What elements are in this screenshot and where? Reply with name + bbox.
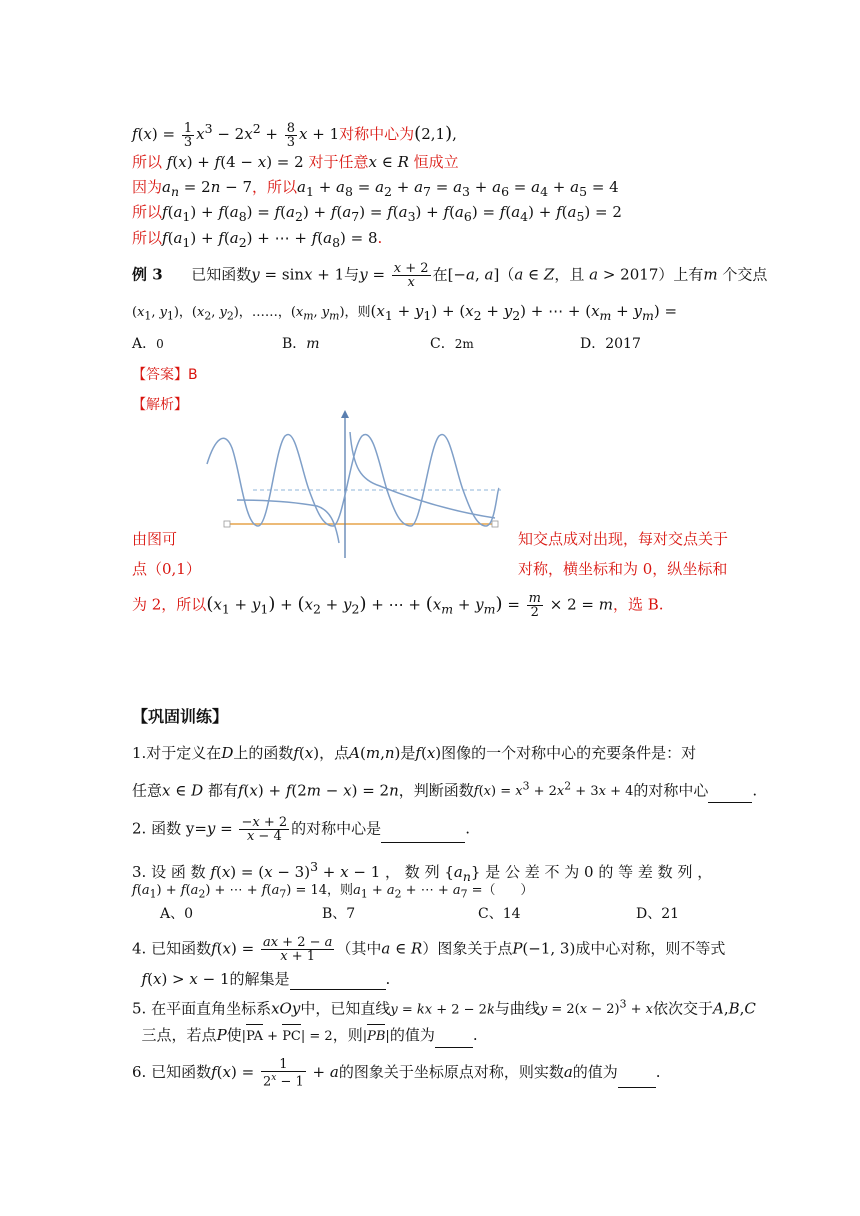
hyperbola-right: [350, 432, 495, 518]
example-3-points: ($x_1$, $y_1$)，($x_2$, $y_2$)，……，($x_m$, $y_m$)，则$(x_1 + y_1) + (x_2 + y_2)$ + ⋯ + $(x_m + y_m)$ =: [132, 302, 678, 323]
solution-line-3: 为 2，所以$(x_1 + y_1) + (x_2 + y_2)$ + ⋯ + $(x_m + y_m)$ = $\frac{m}{2}$ × 2 = m，选 B.: [132, 591, 664, 620]
option-c: C．2m: [430, 336, 474, 352]
line1-text: 对称中心为: [339, 125, 415, 143]
option-b: B．m: [282, 336, 320, 352]
question-3-line-2: $f(a_1) + f(a_2)$ + ⋯ + $f(a_7) = 14$，则$a_1 + a_2$ + ⋯ + $a_7$ =（ ）: [132, 883, 534, 901]
q3-option-a: A、0: [160, 906, 194, 922]
solution-line-1-right: 知交点成对出现，每对交点关于: [518, 530, 729, 548]
q3-option-b: B、7: [322, 906, 356, 922]
option-a: A．0: [132, 336, 164, 352]
question-2: 2. 函数 y=y = $\frac{-x + 2}{x - 4}$ 的对称中心是 .: [132, 815, 470, 844]
formula-line-4: 所以$f(a_1) + f(a_8) = f(a_2) + f(a_7) = f(a_3) + f(a_6) = f(a_4) + f(a_5) = 2$: [132, 203, 622, 224]
q3-option-c: C、14: [478, 906, 521, 922]
question-5-line-2: 三点，若点P使|PA + PC| = 2，则|PB|的值为 .: [132, 1024, 478, 1048]
axis-handle-left: [224, 521, 230, 527]
intersection-figure: [205, 408, 505, 558]
y-axis-arrow: [341, 410, 349, 418]
question-3-line-1: 3. 设 函 数 $f(x) = (x - 3)^3 + x - 1$ ， 数 列 $\{a_n\}$ 是 公 差 不 为 0 的 等 差 数 列 ，: [132, 859, 713, 884]
formula-line-1: f(x) = $\frac{1}{3}$ $x^3 - 2x^2$ + $\frac{8}{3}$ x + 1对称中心为(2,1),: [132, 120, 457, 150]
q3-option-d: D、21: [636, 906, 680, 922]
example-label: 例 3: [132, 265, 163, 284]
formula-line-5: 所以$f(a_1) + f(a_2)$ + ⋯ + $f(a_8) = 8$.: [132, 229, 383, 250]
axis-handle-right: [492, 521, 498, 527]
solution-line-2-right: 对称，横坐标和为 0，纵坐标和: [518, 560, 728, 578]
question-1-line-1: 1.对于定义在D上的函数f(x)，点A(m,n)是f(x)图像的一个对称中心的充要条件是：对: [132, 744, 697, 762]
question-1-line-2: 任意x ∈ D 都有f(x) + f(2m − x) = 2n，判断函数$f(x) = x^3 + 2x^2 + 3x + 4$的对称中心 .: [132, 776, 757, 803]
answer-label: 【答案】B: [132, 367, 198, 383]
question-4-line-2: f(x) > x − 1的解集是 .: [141, 970, 391, 988]
solution-line-2-left: 点（0,1）: [132, 560, 201, 578]
practice-header: 【巩固训练】: [132, 707, 229, 726]
analysis-label: 【解析】: [132, 397, 188, 413]
question-5-line-1: 5. 在平面直角坐标系xOy中，已知直线y = kx + 2 − 2k与曲线$y = 2(x - 2)^3 + x$依次交于A,B,C: [132, 998, 756, 1018]
option-d: D．2017: [580, 336, 641, 352]
example-3-statement: 例 3 已知函数y = sinx + 1与y = $\frac{x + 2}{x}$ 在[−a, a]（a ∈ Z，且 a > 2017）上有m 个交点: [132, 261, 768, 290]
solution-line-1-left: 由图可: [132, 530, 178, 548]
formula-line-2: 所以 f(x) + f(4 − x) = 2 对于任意x ∈ R 恒成立: [132, 153, 459, 171]
question-6: 6. 已知函数f(x) = $\frac{1}{2^x - 1}$ + a的图象关于坐标原点对称，则实数a的值为 .: [132, 1057, 661, 1090]
sine-curve: [207, 434, 499, 526]
formula-line-3: 因为$a_n = 2n - 7$，所以$a_1 + a_8 = a_2 + a_7 = a_3 + a_6 = a_4 + a_5 = 4$: [132, 178, 619, 199]
question-4-line-1: 4. 已知函数f(x) = $\frac{ax + 2 - a}{x + 1}$ （其中a ∈ R）图象关于点P(−1, 3)成中心对称，则不等式: [132, 935, 726, 964]
